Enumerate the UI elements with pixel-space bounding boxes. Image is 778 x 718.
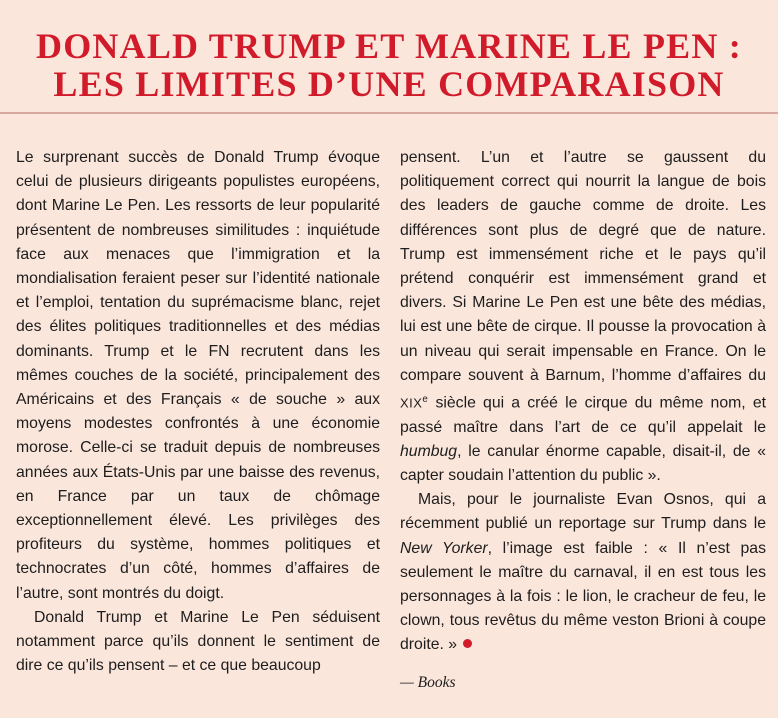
paragraph-3 xyxy=(400,488,766,657)
new-yorker-title: New Yorker xyxy=(400,539,488,557)
paragraph-2-start: Donald Trump et Marine Le Pen séduisent notamment parce qu’ils donnent le sentiment de dire ce qu’ils pensent – et ce que beaucoup xyxy=(16,608,380,675)
paragraph-2-continued xyxy=(400,146,766,488)
header xyxy=(0,0,778,114)
headline-line-1: DONALD TRUMP ET MARINE LE PEN : xyxy=(36,26,742,66)
end-dot-icon xyxy=(463,639,472,648)
humbug-term: humbug xyxy=(400,442,458,460)
paragraph-2-text-c: , le canular énorme capable, disait-il, de « capter soudain l’attention du public ». xyxy=(400,442,766,485)
paragraph-3-text-a: Mais, pour le journaliste Evan Osnos, qui a récemment publié un reportage sur Trump dans le xyxy=(400,491,766,533)
paragraph-2-text-a: pensent. L’un et l’autre se gaussent du politiquement correct qui nourrit la langue de bois des leaders de gauche comme de droite. Les différences sont plus de degré que de nature. Trump est immensément riche et le pays qu’il prétend conquérir est immensément grand et divers. Si Marine Le Pen est une bête des médias, lui est une bête de cirque. Il pousse la provocation à un niveau qui serait impensable en France. On le compare souvent à Barnum, l’homme d’affaires du xyxy=(400,149,766,384)
paragraph-2-text-b: siècle qui a créé le cirque du même nom, et passé maître dans l’art de ce qu’il appelait le xyxy=(400,394,767,436)
century-label: XIX xyxy=(400,395,423,411)
left-column xyxy=(16,146,380,678)
right-column xyxy=(400,146,766,658)
source-credit: — Books xyxy=(400,674,456,691)
century-superscript: e xyxy=(422,394,429,406)
headline-line-2: LES LIMITES D’UNE COMPARAISON xyxy=(53,64,725,104)
paragraph-3-text-b: , l’image est faible : « Il n’est pas seulement le maître du carnaval, il en est tous les personnages à la fois : le lion, le cracheur de feu, le clown, tous revêtus du même veston Brioni à coupe droite. » xyxy=(400,539,766,654)
paragraph-1: Le surprenant succès de Donald Trump évoque celui de plusieurs dirigeants populistes européens, dont Marine Le Pen. Les ressorts de leur popularité présentent de nombreuses similitudes : inquiétude face aux menaces que l’immigration et la mondialisation feraient peser sur l’identité nationale et l’emploi, tentation du suprémacisme blanc, rejet des élites politiques traditionnelles et des médias dominants. Trump et le FN recrutent dans les mêmes couches de la société, principalement des Américains et des Français « de souche » aux moyens modestes confrontés à une économie morose. Celle-ci se traduit depuis de nombreuses années aux États-Unis par une baisse des revenus, en France par un taux de chômage exceptionnellement élevé. Les privilèges des profiteurs du système, hommes politiques et technocrates d’un côté, hommes d’affaires de l’autre, sont montrés du doigt. xyxy=(16,149,380,602)
